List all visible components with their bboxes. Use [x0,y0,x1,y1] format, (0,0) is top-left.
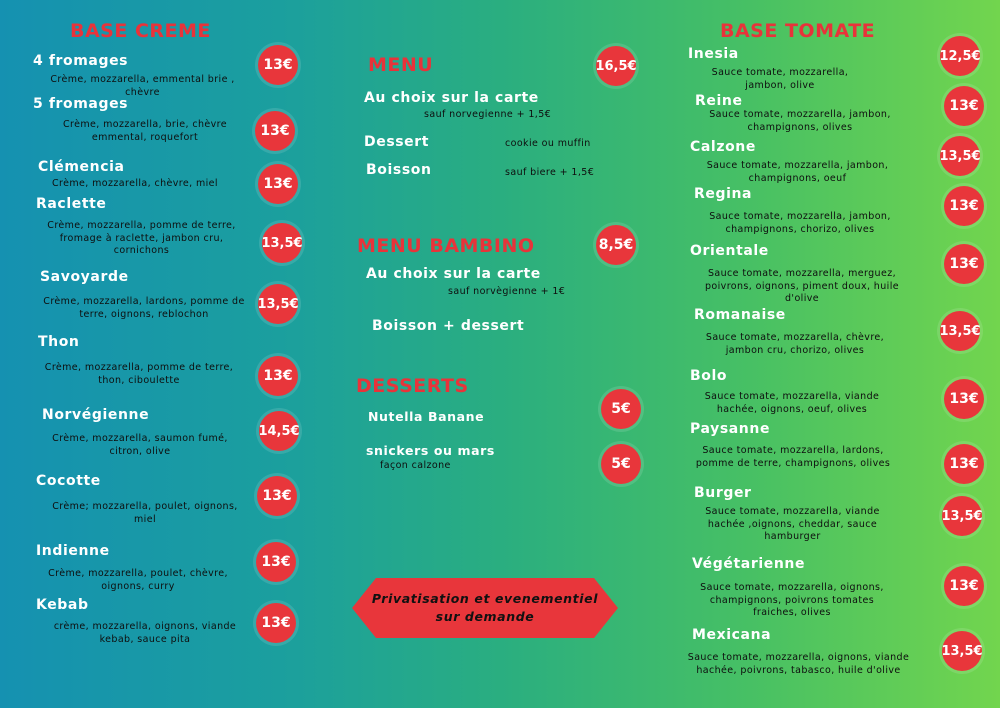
pizza-description: Crème; mozzarella, poulet, oignons, miel [52,501,238,525]
pizza-description: Crème, mozzarella, pomme de terre, thon, ciboulette [44,362,234,386]
pizza-name: Romanaise [694,307,786,323]
pizza-name: Savoyarde [40,269,129,285]
bambino-choice-note: sauf norvègienne + 1€ [448,286,566,297]
price-badge: 13€ [255,111,295,151]
pizza-description: Sauce tomate, mozzarella, merguez, poivrons, oignons, piment doux, huile d'olive [705,268,899,304]
pizza-name: Burger [694,485,752,501]
pizza-name: Clémencia [38,159,125,175]
banner-line-1: Privatisation et evenementiel [371,591,599,606]
menu-choice-label: Au choix sur la carte [364,90,539,106]
price-badge: 13,5€ [942,496,982,536]
pizza-description: Sauce tomate, mozzarella, jambon, olive [711,67,849,91]
pizza-name: Bolo [690,368,728,384]
pizza-name: Regina [694,186,753,202]
pizza-description: Sauce tomate, mozzarella, chèvre, jambon cru, chorizo, olives [705,332,885,356]
pizza-description: Crème, mozzarella, poulet, chèvre, oignons, curry [48,568,228,592]
pizza-name: Mexicana [692,627,772,643]
banner-text [352,576,618,640]
price-badge: 13€ [944,444,984,484]
menu-dessert-label: Dessert [364,134,430,150]
price-badge: 13€ [258,356,298,396]
privatisation-banner [352,576,618,640]
dessert-price-badge: 5€ [601,444,641,484]
pizza-name: Norvégienne [42,407,150,423]
base-creme-title: BASE CREME [70,20,211,42]
menu-bambino-price-badge: 8,5€ [596,225,636,265]
pizza-name: 5 fromages [33,96,129,112]
pizza-description: Crème, mozzarella, chèvre, miel [52,178,218,189]
price-badge: 13€ [944,186,984,226]
menu-dessert-note: cookie ou muffin [505,138,591,149]
dessert-price-badge: 5€ [601,389,641,429]
pizza-description: Sauce tomate, mozzarella, viande hachée ,oignons, cheddar, sauce hamburger [705,506,880,542]
pizza-name: Végétarienne [692,556,806,572]
bambino-choice-label: Au choix sur la carte [366,266,541,282]
pizza-description: crème, mozzarella, oignons, viande kebab, sauce pita [53,621,237,645]
pizza-name: Thon [38,334,80,350]
pizza-name: Inesia [688,46,739,62]
pizza-description: Sauce tomate, mozzarella, jambon, champignons, oeuf [706,160,889,184]
price-badge: 13,5€ [940,311,980,351]
bambino-extra-label: Boisson + dessert [372,318,525,334]
price-badge: 13,5€ [940,136,980,176]
price-badge: 13€ [256,542,296,582]
pizza-description: Sauce tomate, mozzarella, jambon, champignons, chorizo, olives [709,211,891,235]
pizza-description: Sauce tomate, mozzarella, jambon, champignons, olives [709,109,891,133]
price-badge: 14,5€ [259,411,299,451]
base-tomate-title: BASE TOMATE [720,20,876,42]
pizza-description: Crème, mozzarella, lardons, pomme de terre, oignons, reblochon [43,296,245,320]
price-badge: 13€ [256,603,296,643]
pizza-description: Sauce tomate, mozzarella, lardons, pomme de terre, champignons, olives [695,445,891,469]
pizza-description: Crème, mozzarella, pomme de terre, fromage à raclette, jambon cru, cornichons [47,220,236,256]
price-badge: 13,5€ [262,223,302,263]
price-badge: 13,5€ [258,284,298,324]
pizza-name: Kebab [36,597,89,613]
banner-line-2: sur demande [435,609,535,624]
desserts-title: DESSERTS [356,375,469,397]
dessert-name: snickers ou mars [366,443,495,458]
price-badge: 13€ [944,86,984,126]
pizza-description: Sauce tomate, mozzarella, viande hachée, oignons, oeuf, olives [704,391,880,415]
pizza-description: Sauce tomate, mozzarella, oignons, viande hachée, poivrons, tabasco, huile d'olive [687,652,910,676]
price-badge: 13€ [944,566,984,606]
pizza-name: Orientale [690,243,769,259]
pizza-name: Raclette [36,196,107,212]
pizza-description: Crème, mozzarella, brie, chèvre emmental, roquefort [63,119,227,143]
pizza-name: Cocotte [36,473,101,489]
pizza-description: Sauce tomate, mozzarella, oignons, champignons, poivrons tomates fraiches, olives [700,582,884,618]
menu-drink-note: sauf biere + 1,5€ [505,167,595,178]
menu-price-badge: 16,5€ [596,46,636,86]
menu-bambino-title: MENU BAMBINO [357,235,535,257]
price-badge: 13€ [944,244,984,284]
dessert-name: Nutella Banane [368,409,485,424]
price-badge: 13€ [257,476,297,516]
pizza-description: Crème, mozzarella, saumon fumé, citron, olive [52,433,228,457]
pizza-name: Paysanne [690,421,771,437]
pizza-name: Reine [695,93,743,109]
menu-title: MENU [368,54,434,76]
pizza-name: Calzone [690,139,756,155]
price-badge: 13,5€ [942,631,982,671]
pizza-name: Indienne [36,543,110,559]
dessert-sub: façon calzone [380,460,451,471]
price-badge: 13€ [258,45,298,85]
menu-choice-note: sauf norvegienne + 1,5€ [424,109,552,120]
price-badge: 13€ [944,379,984,419]
price-badge: 13€ [258,164,298,204]
price-badge: 12,5€ [940,36,980,76]
menu-drink-label: Boisson [366,162,432,178]
pizza-name: 4 fromages [33,53,129,69]
pizza-description: Crème, mozzarella, emmental brie , chèvre [50,74,235,98]
